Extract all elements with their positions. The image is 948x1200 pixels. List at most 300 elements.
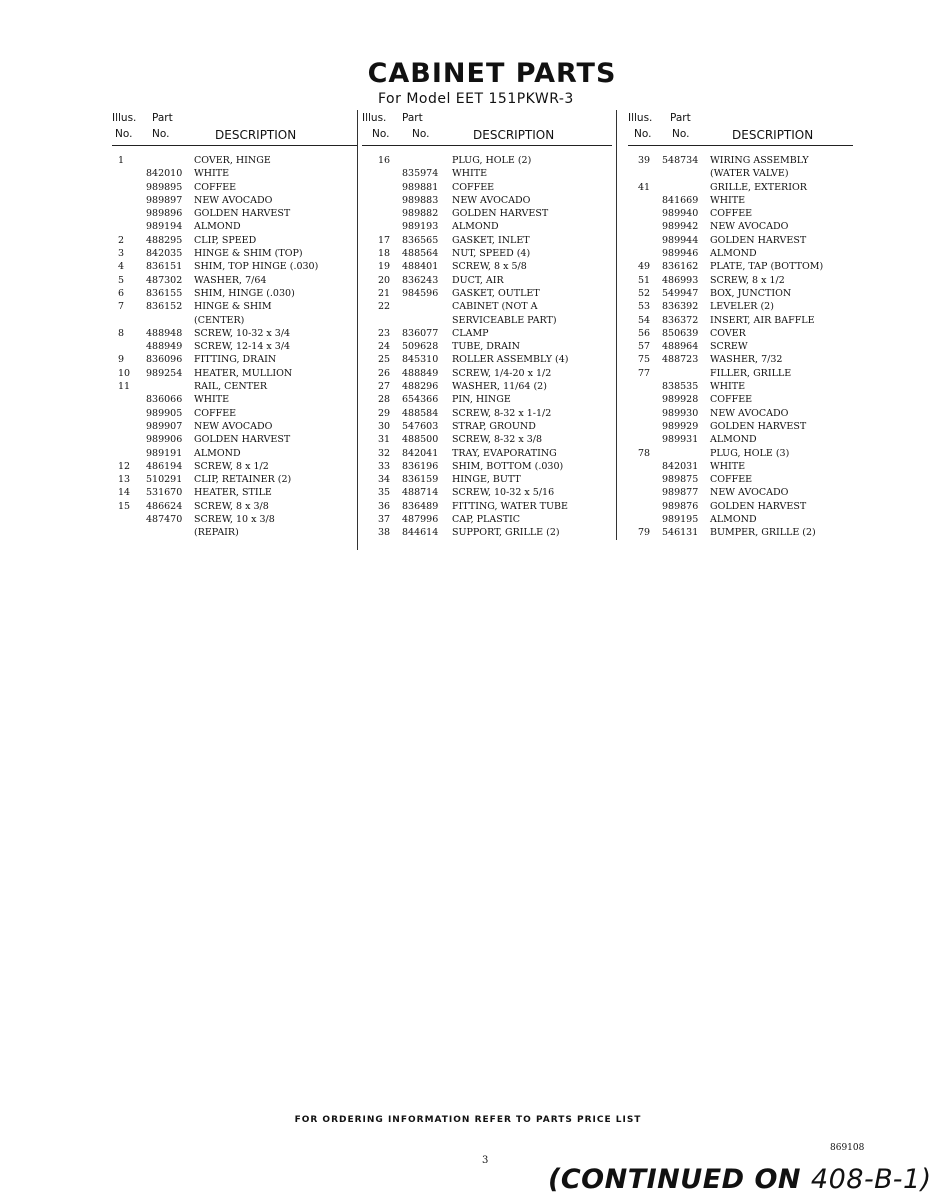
- part-description: (CENTER): [194, 314, 245, 326]
- part-number: 838535: [662, 381, 699, 393]
- part-number: 488964: [662, 341, 699, 353]
- part-description: GOLDEN HARVEST: [710, 500, 807, 512]
- parts-row: [362, 275, 612, 288]
- parts-row: [362, 501, 612, 514]
- part-description: HEATER, MULLION: [194, 367, 293, 379]
- parts-row: [628, 182, 853, 195]
- parts-row: [628, 248, 853, 261]
- illus-no-header: No.: [372, 128, 390, 140]
- part-number: 845310: [402, 354, 439, 366]
- continued-stamp: [548, 1164, 932, 1195]
- part-description: PLUG, HOLE (2): [452, 155, 532, 166]
- parts-row: [362, 474, 612, 487]
- part-header: Part: [152, 112, 173, 124]
- parts-row: [362, 235, 612, 248]
- part-number: 836066: [146, 394, 183, 406]
- part-number: 487302: [146, 274, 183, 286]
- part-description: COFFEE: [194, 407, 237, 419]
- part-number: 486194: [146, 460, 183, 472]
- part-number: 989876: [662, 500, 699, 512]
- illus-number: 39: [638, 155, 651, 166]
- part-number: 989929: [662, 420, 699, 432]
- part-description: HINGE & SHIM: [194, 301, 272, 313]
- part-description: WIRING ASSEMBLY: [710, 155, 809, 166]
- column-header: [628, 112, 853, 145]
- part-description: SCREW, 10-32 x 5/16: [452, 487, 555, 499]
- parts-row: [362, 341, 612, 354]
- parts-row: [362, 408, 612, 421]
- continued-printed: (CONTINUED ON: [548, 1164, 811, 1195]
- part-number: 836162: [662, 261, 699, 273]
- parts-row: [362, 394, 612, 407]
- part-description: NUT, SPEED (4): [452, 248, 531, 260]
- part-description: TRAY, EVAPORATING: [452, 447, 557, 459]
- parts-row: [362, 248, 612, 261]
- part-description: (WATER VALVE): [710, 168, 789, 180]
- parts-list: [628, 155, 853, 541]
- illus-number: 22: [378, 301, 391, 313]
- part-number: 989895: [146, 181, 183, 193]
- part-description: SCREW, 10 x 3/8: [194, 514, 275, 526]
- parts-row: [362, 168, 612, 181]
- part-description: NEW AVOCADO: [710, 221, 789, 233]
- part-description: BOX, JUNCTION: [710, 287, 792, 299]
- part-number: 836159: [402, 474, 439, 486]
- part-description: SHIM, BOTTOM (.030): [452, 460, 564, 472]
- part-description: COFFEE: [194, 181, 237, 193]
- illus-number: 79: [638, 527, 651, 539]
- illus-number: 30: [378, 420, 391, 432]
- part-number: 989877: [662, 487, 699, 499]
- part-number: 842031: [662, 460, 699, 472]
- illus-number: 3: [118, 248, 125, 260]
- part-number: 547603: [402, 420, 439, 432]
- parts-row: [628, 448, 853, 461]
- parts-row: [628, 408, 853, 421]
- part-description: SCREW: [710, 341, 748, 353]
- parts-row: [628, 208, 853, 221]
- parts-row: [362, 448, 612, 461]
- description-header: DESCRIPTION: [215, 128, 297, 142]
- model-subtitle: For Model EET 151PKWR-3: [378, 91, 574, 107]
- illus-no-header: No.: [634, 128, 652, 140]
- part-number: 989195: [662, 514, 699, 526]
- parts-row: [362, 461, 612, 474]
- part-number: 488723: [662, 354, 699, 366]
- illus-number: 25: [378, 354, 391, 366]
- part-number: 836096: [146, 354, 183, 366]
- part-description: BUMPER, GRILLE (2): [710, 527, 816, 539]
- part-description: CABINET (NOT A: [452, 301, 538, 313]
- part-number: 989882: [402, 208, 439, 220]
- part-description: ALMOND: [710, 434, 757, 446]
- part-number: 836243: [402, 274, 439, 286]
- part-number: 488564: [402, 248, 439, 260]
- part-number: 989944: [662, 234, 699, 246]
- part-description: DUCT, AIR: [452, 274, 504, 286]
- part-description: WHITE: [710, 381, 746, 393]
- parts-row: [112, 474, 357, 487]
- parts-row: [628, 288, 853, 301]
- illus-number: 16: [378, 155, 391, 166]
- parts-row: [628, 155, 853, 168]
- illus-number: 6: [118, 287, 125, 299]
- illus-number: 51: [638, 274, 651, 286]
- part-description: CLAMP: [452, 327, 489, 339]
- illus-number: 35: [378, 487, 391, 499]
- illus-number: 53: [638, 301, 651, 313]
- illus-number: 20: [378, 274, 391, 286]
- parts-row: [112, 315, 357, 328]
- illus-header: Illus.: [112, 112, 137, 124]
- part-description: HEATER, STILE: [194, 487, 272, 499]
- part-number: 989193: [402, 221, 439, 233]
- page-title: CABINET PARTS: [367, 58, 617, 89]
- parts-row: [628, 421, 853, 434]
- illus-number: 7: [118, 301, 125, 313]
- illus-number: 78: [638, 447, 651, 459]
- part-description: SHIM, HINGE (.030): [194, 287, 295, 299]
- parts-row: [362, 421, 612, 434]
- illus-number: 17: [378, 234, 391, 246]
- part-number: 836151: [146, 261, 183, 273]
- parts-row: [112, 221, 357, 234]
- parts-row: [112, 354, 357, 367]
- illus-number: 33: [378, 460, 391, 472]
- parts-list: [112, 155, 357, 541]
- page-number: 3: [482, 1155, 489, 1166]
- part-description: FITTING, WATER TUBE: [452, 500, 568, 512]
- part-number: 548734: [662, 155, 699, 166]
- parts-row: [362, 288, 612, 301]
- part-number: 835974: [402, 168, 439, 180]
- part-number: 842010: [146, 168, 183, 180]
- part-description: PLATE, TAP (BOTTOM): [710, 261, 824, 273]
- illus-number: 56: [638, 327, 651, 339]
- part-number: 488401: [402, 261, 439, 273]
- parts-list: [362, 155, 612, 541]
- part-number: 989896: [146, 208, 183, 220]
- parts-row: [628, 368, 853, 381]
- parts-row: [112, 368, 357, 381]
- illus-number: 8: [118, 327, 125, 339]
- parts-row: [628, 501, 853, 514]
- part-description: CAP, PLASTIC: [452, 514, 521, 526]
- part-number: 488849: [402, 367, 439, 379]
- column-header: [362, 112, 612, 145]
- part-description: NEW AVOCADO: [452, 194, 531, 206]
- part-description: SCREW, 12-14 x 3/4: [194, 341, 291, 353]
- part-description: STRAP, GROUND: [452, 420, 536, 432]
- illus-number: 26: [378, 367, 391, 379]
- illus-number: 57: [638, 341, 651, 353]
- description-header: DESCRIPTION: [732, 128, 814, 142]
- part-number: 989905: [146, 407, 183, 419]
- illus-number: 5: [118, 274, 125, 286]
- part-number: 989907: [146, 420, 183, 432]
- part-description: SERVICEABLE PART): [452, 314, 557, 326]
- parts-row: [112, 155, 357, 168]
- parts-row: [112, 394, 357, 407]
- part-number: 487996: [402, 514, 439, 526]
- column-divider: [616, 110, 617, 540]
- part-description: SCREW, 8 x 1/2: [710, 274, 785, 286]
- parts-column-2: [362, 112, 612, 541]
- part-description: ALMOND: [710, 514, 757, 526]
- parts-row: [112, 275, 357, 288]
- part-description: COVER, HINGE: [194, 155, 271, 166]
- part-description: CLIP, RETAINER (2): [194, 474, 292, 486]
- illus-header: Illus.: [628, 112, 653, 124]
- parts-row: [628, 381, 853, 394]
- illus-number: 2: [118, 234, 125, 246]
- parts-row: [628, 487, 853, 500]
- header-rule: [362, 145, 612, 146]
- part-description: RAIL, CENTER: [194, 381, 268, 393]
- part-number: 989191: [146, 447, 183, 459]
- parts-row: [362, 328, 612, 341]
- illus-number: 52: [638, 287, 651, 299]
- part-no-header: No.: [152, 128, 170, 140]
- part-number: 510291: [146, 474, 183, 486]
- parts-row: [628, 315, 853, 328]
- part-description: NEW AVOCADO: [194, 420, 273, 432]
- part-number: 486624: [146, 500, 183, 512]
- illus-number: 34: [378, 474, 391, 486]
- illus-number: 23: [378, 327, 391, 339]
- illus-number: 18: [378, 248, 391, 260]
- part-number: 836077: [402, 327, 439, 339]
- illus-number: 14: [118, 487, 131, 499]
- illus-number: 24: [378, 341, 391, 353]
- part-number: 989942: [662, 221, 699, 233]
- part-number: 836392: [662, 301, 699, 313]
- parts-row: [362, 354, 612, 367]
- part-description: COFFEE: [452, 181, 495, 193]
- part-number: 488584: [402, 407, 439, 419]
- part-description: PIN, HINGE: [452, 394, 511, 406]
- part-description: WHITE: [194, 168, 230, 180]
- part-number: 989897: [146, 194, 183, 206]
- ordering-info-footer: FOR ORDERING INFORMATION REFER TO PARTS PRICE LIST: [294, 1115, 642, 1125]
- column-header: [112, 112, 357, 145]
- parts-row: [628, 235, 853, 248]
- parts-row: [112, 261, 357, 274]
- part-description: SCREW, 8 x 1/2: [194, 460, 269, 472]
- parts-row: [362, 315, 612, 328]
- part-number: 531670: [146, 487, 183, 499]
- parts-row: [628, 354, 853, 367]
- illus-header: Illus.: [362, 112, 387, 124]
- illus-number: 75: [638, 354, 651, 366]
- part-description: HINGE & SHIM (TOP): [194, 248, 303, 260]
- part-number: 842041: [402, 447, 439, 459]
- part-description: GASKET, INLET: [452, 234, 530, 246]
- part-number: 841669: [662, 194, 699, 206]
- parts-row: [628, 168, 853, 181]
- part-number: 989940: [662, 208, 699, 220]
- document-number: 869108: [830, 1143, 865, 1153]
- part-description: ALMOND: [194, 221, 241, 233]
- illus-number: 41: [638, 181, 651, 193]
- parts-row: [112, 501, 357, 514]
- parts-column-3: [628, 112, 853, 541]
- part-description: WASHER, 7/32: [710, 354, 783, 366]
- parts-row: [112, 301, 357, 314]
- illus-number: 10: [118, 367, 131, 379]
- parts-row: [362, 527, 612, 540]
- part-description: GRILLE, EXTERIOR: [710, 181, 807, 193]
- part-header: Part: [670, 112, 691, 124]
- parts-row: [628, 394, 853, 407]
- parts-row: [628, 328, 853, 341]
- part-description: WHITE: [710, 460, 746, 472]
- parts-row: [362, 514, 612, 527]
- part-no-header: No.: [672, 128, 690, 140]
- part-number: 488296: [402, 381, 439, 393]
- parts-row: [112, 527, 357, 540]
- parts-row: [112, 235, 357, 248]
- part-description: NEW AVOCADO: [710, 407, 789, 419]
- part-number: 488714: [402, 487, 439, 499]
- illus-number: 77: [638, 367, 651, 379]
- illus-number: 32: [378, 447, 391, 459]
- illus-number: 15: [118, 500, 131, 512]
- illus-number: 27: [378, 381, 391, 393]
- part-number: 842035: [146, 248, 183, 260]
- part-description: INSERT, AIR BAFFLE: [710, 314, 815, 326]
- parts-row: [362, 208, 612, 221]
- parts-row: [362, 155, 612, 168]
- part-number: 989875: [662, 474, 699, 486]
- part-description: SUPPORT, GRILLE (2): [452, 527, 560, 539]
- parts-row: [628, 527, 853, 540]
- part-number: 488500: [402, 434, 439, 446]
- header-rule: [112, 145, 357, 146]
- part-description: ALMOND: [710, 248, 757, 260]
- part-description: FITTING, DRAIN: [194, 354, 277, 366]
- parts-row: [112, 288, 357, 301]
- illus-number: 11: [118, 381, 131, 393]
- part-number: 836155: [146, 287, 183, 299]
- parts-row: [628, 261, 853, 274]
- part-description: PLUG, HOLE (3): [710, 447, 790, 459]
- illus-number: 1: [118, 155, 125, 166]
- part-description: ROLLER ASSEMBLY (4): [452, 354, 569, 366]
- part-description: SHIM, TOP HINGE (.030): [194, 261, 319, 273]
- part-description: SCREW, 10-32 x 3/4: [194, 327, 291, 339]
- illus-number: 13: [118, 474, 131, 486]
- part-description: SCREW, 8-32 x 3/8: [452, 434, 543, 446]
- part-number: 989928: [662, 394, 699, 406]
- part-description: WASHER, 11/64 (2): [452, 381, 547, 393]
- part-number: 989881: [402, 181, 439, 193]
- part-number: 989883: [402, 194, 439, 206]
- illus-number: 37: [378, 514, 391, 526]
- continued-handwritten: 408-B-1): [810, 1164, 932, 1195]
- illus-no-header: No.: [115, 128, 133, 140]
- illus-number: 54: [638, 314, 651, 326]
- parts-row: [112, 448, 357, 461]
- parts-row: [112, 487, 357, 500]
- part-number: 488295: [146, 234, 183, 246]
- part-description: NEW AVOCADO: [194, 194, 273, 206]
- parts-row: [112, 248, 357, 261]
- parts-row: [112, 461, 357, 474]
- part-number: 836565: [402, 234, 439, 246]
- part-number: 836196: [402, 460, 439, 472]
- part-description: SCREW, 8 x 5/8: [452, 261, 527, 273]
- parts-row: [362, 301, 612, 314]
- parts-row: [628, 514, 853, 527]
- part-description: WASHER, 7/64: [194, 274, 267, 286]
- parts-row: [112, 408, 357, 421]
- illus-number: 29: [378, 407, 391, 419]
- illus-number: 28: [378, 394, 391, 406]
- part-description: TUBE, DRAIN: [452, 341, 520, 353]
- part-description: GOLDEN HARVEST: [194, 434, 291, 446]
- part-number: 989931: [662, 434, 699, 446]
- part-number: 836489: [402, 500, 439, 512]
- part-description: COFFEE: [710, 394, 753, 406]
- parts-row: [112, 182, 357, 195]
- illus-number: 12: [118, 460, 131, 472]
- parts-row: [362, 221, 612, 234]
- part-no-header: No.: [412, 128, 430, 140]
- part-number: 488949: [146, 341, 183, 353]
- part-description: WHITE: [452, 168, 488, 180]
- illus-number: 21: [378, 287, 391, 299]
- part-description: ALMOND: [452, 221, 499, 233]
- part-number: 836152: [146, 301, 183, 313]
- header-rule: [628, 145, 853, 146]
- parts-row: [362, 195, 612, 208]
- part-number: 989254: [146, 367, 183, 379]
- parts-row: [112, 168, 357, 181]
- column-divider: [357, 110, 358, 550]
- part-number: 989194: [146, 221, 183, 233]
- parts-row: [362, 261, 612, 274]
- part-description: COFFEE: [710, 208, 753, 220]
- part-description: GASKET, OUTLET: [452, 287, 540, 299]
- parts-row: [362, 368, 612, 381]
- part-number: 850639: [662, 327, 699, 339]
- part-description: SCREW, 8 x 3/8: [194, 500, 269, 512]
- part-description: WHITE: [194, 394, 230, 406]
- illus-number: 4: [118, 261, 125, 273]
- part-number: 509628: [402, 341, 439, 353]
- parts-row: [628, 301, 853, 314]
- part-number: 989930: [662, 407, 699, 419]
- part-number: 487470: [146, 514, 183, 526]
- parts-row: [628, 474, 853, 487]
- parts-row: [112, 514, 357, 527]
- parts-row: [112, 328, 357, 341]
- parts-row: [112, 381, 357, 394]
- part-description: HINGE, BUTT: [452, 474, 521, 486]
- part-description: NEW AVOCADO: [710, 487, 789, 499]
- part-number: 549947: [662, 287, 699, 299]
- illus-number: 36: [378, 500, 391, 512]
- part-number: 654366: [402, 394, 439, 406]
- illus-number: 31: [378, 434, 391, 446]
- parts-row: [628, 221, 853, 234]
- part-description: SCREW, 8-32 x 1-1/2: [452, 407, 552, 419]
- part-description: SCREW, 1/4-20 x 1/2: [452, 367, 552, 379]
- parts-row: [112, 195, 357, 208]
- parts-row: [112, 421, 357, 434]
- part-description: WHITE: [710, 194, 746, 206]
